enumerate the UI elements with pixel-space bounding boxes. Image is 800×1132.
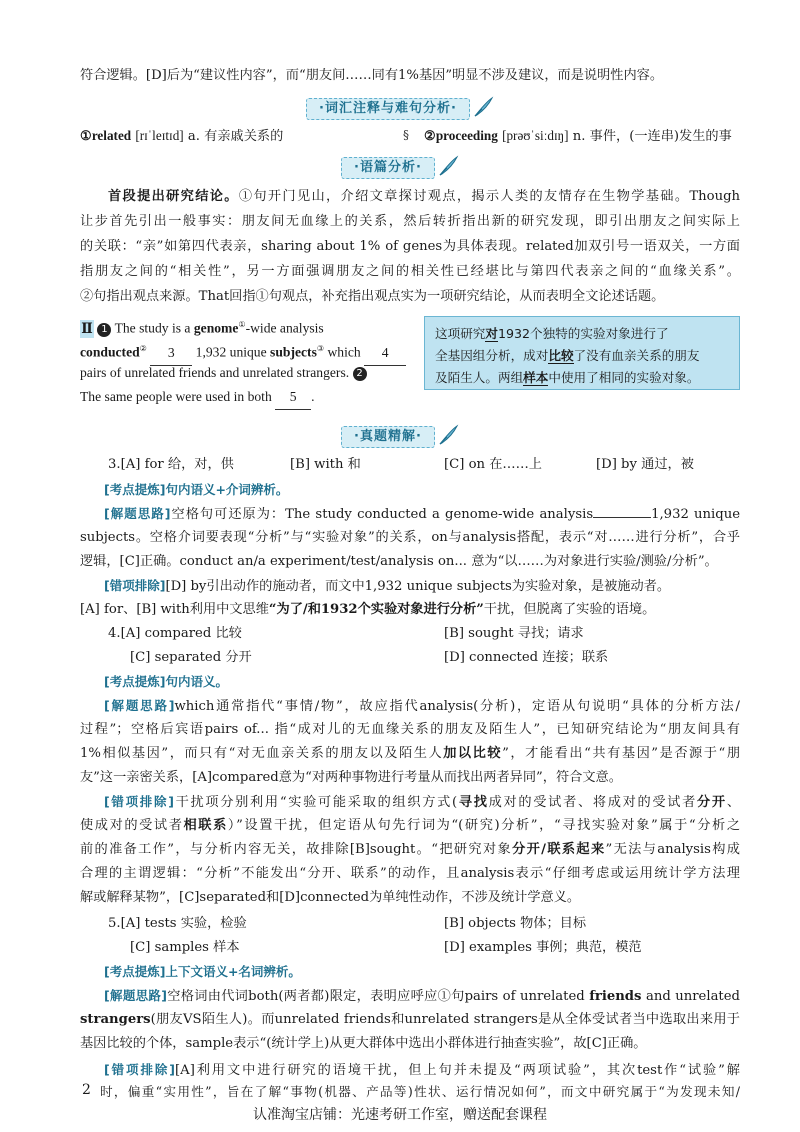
- passage-line-3: pairs of unrelated friends and unrelated strangers. 2: [80, 361, 410, 385]
- q5-key-point: [考点提炼]上下文语义+名词辨析。: [104, 964, 301, 979]
- q3-option-a: 3.[A] for 给，对，供: [108, 457, 234, 472]
- q5-options-row-2: [108, 936, 740, 960]
- discourse-line-2: 让步首先引出一般事实：朋友间无血缘上的关系，然后转折指出新的研究发现，即引出朋友之间实际上: [80, 214, 740, 229]
- q5-solution-line-3: 基因比较的个体，sample表示“(统计学上)从更大群体中选出小群体进行抽查实验”，故[C]正确。: [80, 1036, 647, 1051]
- q4-wrong-line-2: 使成对的受试者相联系）”设置干扰，但定语从句先行词为“(研究)分析”，“寻找实验对象”属于“分析之: [80, 818, 741, 833]
- top-line: 符合逻辑。[D]后为“建议性内容”，而“朋友间……同有1%基因”明显不涉及建议，而是说明性内容。: [80, 68, 664, 83]
- blank-4: 4: [364, 341, 406, 366]
- translation-box: [424, 316, 740, 390]
- section-marker: Ⅱ: [81, 320, 93, 336]
- q4-wrong-line-4: 合理的主谓逻辑：“分析”不能发出“分开、联系”的动作，且analysis表示“仔细考虑或运用统计学方法理: [80, 866, 740, 881]
- discourse-line-1: 首段提出研究结论。①句开门见山，介绍文章探讨观点，揭示人类的友情存在生物学基础。Though: [108, 189, 741, 204]
- q4-solution-line-1: [解题思路]which通常指代“事情/物”，故应指代analysis(分析)，定语从句说明“具体的分析方法/: [104, 698, 740, 714]
- q5-wrong-line-1: [错项排除][A]利用文中进行研究的语境干扰，但上句并未提及“两项试验”，其次test作“试验”解: [104, 1062, 740, 1078]
- footer-note: 认准淘宝店铺：光速考研工作室，赠送配套课程: [253, 1107, 547, 1123]
- q5-option-d: [D] examples 事例；典范，模范: [444, 940, 642, 955]
- q4-wrong-line-1: [错项排除]干扰项分别利用“实验可能采取的组织方式(寻找成对的受试者、将成对的受试者分开、: [104, 794, 741, 810]
- section-mark-icon: §: [403, 128, 409, 142]
- q3-solution-line-2: subjects。空格介词要表现“分析”与“实验对象”的关系，on与analysis搭配，表示“对……进行分析”，合乎: [80, 530, 740, 545]
- q4-solution-line-2: 过程”；空格后宾语pairs of... 指“成对儿的无血缘关系的朋友及陌生人”，已知研究结论为“朋友间具有: [80, 722, 740, 737]
- vocab-section-title: ·词汇注释与难句分析·: [306, 98, 470, 120]
- exam-section-title: ·真题精解·: [341, 426, 435, 448]
- vocab-section-header: [0, 98, 800, 120]
- q3-option-d: [D] by 通过，被: [596, 457, 694, 472]
- q3-options: [108, 453, 740, 477]
- q3-solution-line-3: 逻辑，[C]正确。conduct an/a experiment/test/analysis on... 意为“以……为对象进行实验/测验/分析”。: [80, 554, 718, 569]
- q4-option-b: [B] sought 寻找；请求: [444, 626, 584, 641]
- q4-key-point: [考点提炼]句内语义。: [104, 674, 228, 689]
- vocab-item-proceeding: ②proceeding [prəʊˈsiːdɪŋ] n. 事件，(一连串)发生的事: [424, 128, 732, 144]
- q4-wrong-line-3: 前的准备工作”，与分析内容无关，故排除[B]sought。“把研究对象分开/联系起来”无法与analysis构成: [80, 842, 740, 857]
- quill-icon: [437, 424, 459, 450]
- q4-options-row-2: [108, 646, 740, 670]
- q5-option-a: 5.[A] tests 实验，检验: [108, 916, 247, 931]
- q3-solution-line-1: [解题思路]空格句可还原为：The study conducted a genome-wide analysis 1,932 unique: [104, 506, 740, 522]
- q4-wrong-line-5: 解或解释某物”，[C]separated和[D]connected为单纯性动作，不涉及统计学意义。: [80, 890, 581, 905]
- passage-line-2: conducted② 3 1,932 unique subjects③ which 4: [80, 337, 410, 366]
- q5-option-c: [C] samples 样本: [130, 940, 240, 955]
- discourse-section-title: ·语篇分析·: [341, 157, 435, 179]
- vocab-item-related: ①related [rɪˈleɪtɪd] a. 有亲戚关系的: [80, 128, 284, 144]
- blank-3: 3: [150, 341, 192, 366]
- q3-key-point: [考点提炼]句内语义+介词辨析。: [104, 482, 289, 497]
- q4-option-d: [D] connected 连接；联系: [444, 650, 609, 665]
- q5-options-row-1: [108, 912, 740, 936]
- q3-option-b: [B] with 和: [290, 457, 361, 472]
- q3-blank: [593, 517, 651, 518]
- quill-icon: [472, 96, 494, 122]
- q5-solution-line-2: strangers(朋友VS陌生人)。而unrelated friends和unrelated strangers是从全体受试者当中选取出来用于: [80, 1012, 740, 1027]
- q4-solution-line-3: 1%相似基因”，而只有“对无血亲关系的朋友以及陌生人加以比较”，才能看出“共有基因”是否源于“朋: [80, 746, 741, 761]
- q4-option-a: 4.[A] compared 比较: [108, 626, 242, 641]
- discourse-line-5: ②句指出观点来源。That回指①句观点，补充指出观点实为一项研究结论，从而表明全文论述话题。: [80, 289, 665, 304]
- q4-options-row-1: [108, 622, 740, 646]
- sentence-number: 2: [353, 367, 367, 381]
- q5-wrong-line-2: 时，偏重“实用性”，旨在了解“事物(机器、产品等)性状、运行情况如何”，而文中研究属于“为发现未知/: [100, 1084, 740, 1099]
- blank-5: 5: [275, 385, 311, 410]
- discourse-line-4: 指朋友之间的“相关性”，另一方面强调朋友之间的相关性已经堪比与第四代表亲之间的“血缘关系”。: [80, 264, 740, 279]
- q3-wrong-line-2: [A] for、[B] with利用中文思维“为了/和1932个实验对象进行分析”干扰，但脱离了实验的语境。: [80, 602, 656, 617]
- quill-icon: [437, 155, 459, 181]
- q3-option-c: [C] on 在……上: [444, 457, 542, 472]
- q5-option-b: [B] objects 物体；目标: [444, 916, 587, 931]
- discourse-section-header: [0, 157, 800, 179]
- translation-line-1: 这项研究对1932个独特的实验对象进行了: [435, 326, 669, 341]
- q3-wrong-line-1: [错项排除][D] by引出动作的施动者，而文中1,932 unique subjects为实验对象，是被施动者。: [104, 578, 671, 594]
- q4-option-c: [C] separated 分开: [130, 650, 252, 665]
- passage-line-4: The same people were used in both 5 .: [80, 385, 410, 410]
- q4-solution-line-4: 友”这一亲密关系，[A]compared意为“对两种事物进行考量从而找出两者异同”，符合文意。: [80, 770, 622, 785]
- translation-line-3: 及陌生人。两组样本中使用了相同的实验对象。: [435, 370, 700, 385]
- sentence-number: 1: [97, 323, 111, 337]
- translation-line-2: 全基因组分析，成对比较了没有血亲关系的朋友: [435, 348, 700, 363]
- q5-solution-line-1: [解题思路]空格词由代词both(两者都)限定，表明应呼应①句pairs of unrelated friends and unrelated: [104, 988, 740, 1004]
- exam-section-header: [0, 426, 800, 448]
- discourse-line-3: 的关联：“亲”如第四代表亲，sharing about 1% of genes为具体表现。related加双引号一语双关，一方面: [80, 239, 740, 254]
- page-number: 2: [82, 1082, 91, 1098]
- passage-line-1: Ⅱ 1 The study is a genome①-wide analysis: [81, 320, 324, 336]
